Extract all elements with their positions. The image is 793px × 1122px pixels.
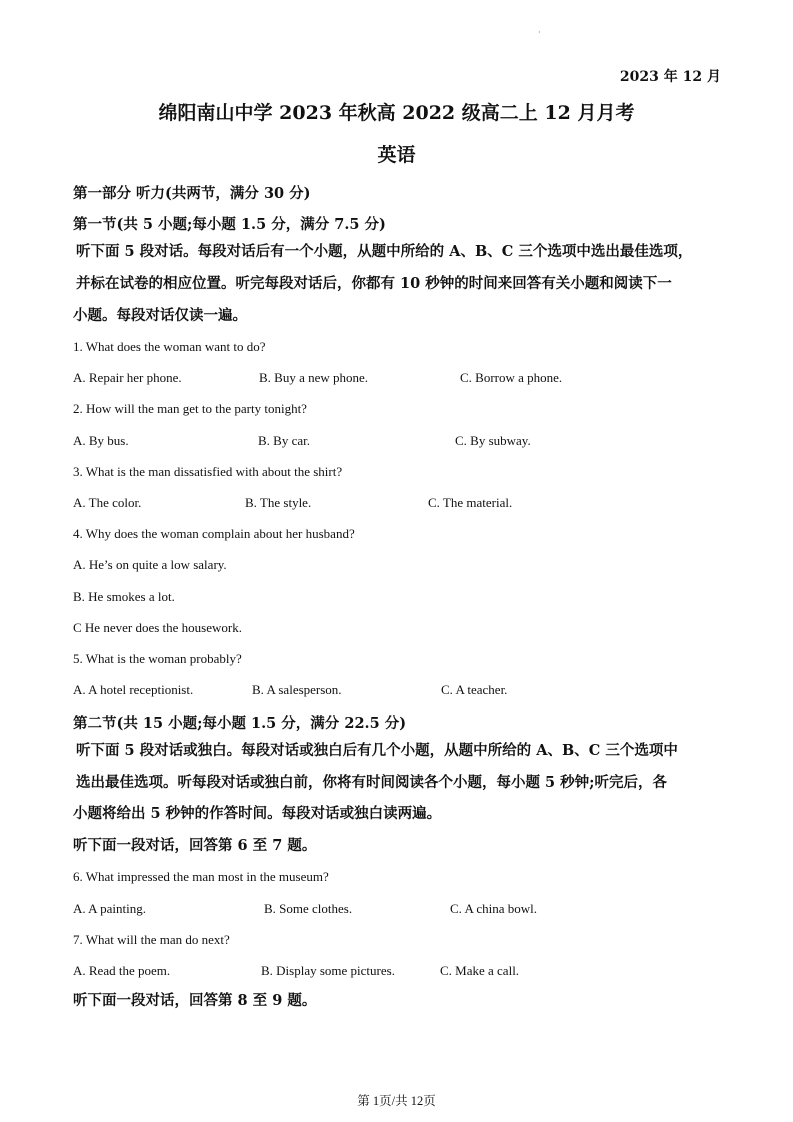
- question-stem: 3. What is the man dissatisfied with about the shirt?: [73, 464, 343, 479]
- section2-instruction-line-2: 选出最佳选项。听每段对话或独白前，你将有时间阅读各个小题，每小题 5 秒钟;听完后，各: [76, 774, 668, 791]
- group-heading: 听下面一段对话，回答第 6 至 7 题。: [73, 837, 317, 854]
- option-a: A. Read the poem.: [73, 963, 171, 978]
- subject-title: 英语: [377, 144, 416, 166]
- section1-heading: 第一节(共 5 小题;每小题 1.5 分，满分 7.5 分): [73, 216, 386, 233]
- exam-date: 2023 年 12 月: [619, 69, 721, 85]
- option-a: A. The color.: [73, 495, 142, 510]
- option-c: C He never does the housework.: [73, 620, 242, 635]
- section1-instruction-line-3: 小题。每段对话仅读一遍。: [73, 307, 247, 324]
- option-b: B. A salesperson.: [252, 682, 342, 697]
- option-a: A. A painting.: [73, 901, 146, 916]
- option-c: C. A teacher.: [441, 682, 508, 697]
- option-b: B. Display some pictures.: [261, 963, 395, 978]
- group-heading: 听下面一段对话，回答第 8 至 9 题。: [73, 992, 317, 1009]
- option-b: B. The style.: [245, 495, 312, 510]
- option-c: C. A china bowl.: [450, 901, 538, 916]
- question-stem: 5. What is the woman probably?: [73, 651, 242, 666]
- section2-heading: 第二节(共 15 小题;每小题 1.5 分，满分 22.5 分): [73, 715, 407, 732]
- section1-instruction-line-2: 并标在试卷的相应位置。听完每段对话后，你都有 10 秒钟的时间来回答有关小题和阅读下一: [76, 275, 672, 292]
- option-c: C. By subway.: [455, 433, 531, 448]
- section1-instruction-line-1: 听下面 5 段对话。每段对话后有一个小题，从题中所给的 A、B、C 三个选项中选出最佳选项，: [76, 243, 693, 260]
- question-stem: 4. Why does the woman complain about her husband?: [73, 526, 355, 541]
- option-b: B. He smokes a lot.: [73, 589, 175, 604]
- section2-instruction-line-3: 小题将给出 5 秒钟的作答时间。每段对话或独白读两遍。: [73, 805, 442, 822]
- question-stem: 1. What does the woman want to do?: [73, 339, 266, 354]
- question-stem: 2. How will the man get to the party tonight?: [73, 401, 307, 416]
- scan-mark: ·: [538, 28, 541, 37]
- part1-heading: 第一部分 听力(共两节，满分 30 分): [73, 185, 311, 202]
- section2-instruction-line-1: 听下面 5 段对话或独白。每段对话或独白后有几个小题，从题中所给的 A、B、C 三个选项中: [76, 742, 678, 759]
- option-a: A. Repair her phone.: [73, 370, 182, 385]
- option-a: A. By bus.: [73, 433, 129, 448]
- option-b: B. Buy a new phone.: [259, 370, 369, 385]
- option-b: B. By car.: [258, 433, 310, 448]
- option-c: C. The material.: [428, 495, 513, 510]
- option-b: B. Some clothes.: [264, 901, 353, 916]
- exam-title: 绵阳南山中学 2023 年秋高 2022 级高二上 12 月月考: [158, 102, 635, 124]
- page-number: 第 1页/共 12页: [357, 1094, 436, 1108]
- question-stem: 7. What will the man do next?: [73, 932, 230, 947]
- question-stem: 6. What impressed the man most in the museum?: [73, 869, 329, 884]
- option-a: A. A hotel receptionist.: [73, 682, 194, 697]
- option-a: A. He’s on quite a low salary.: [73, 557, 227, 572]
- option-c: C. Borrow a phone.: [460, 370, 563, 385]
- option-c: C. Make a call.: [440, 963, 520, 978]
